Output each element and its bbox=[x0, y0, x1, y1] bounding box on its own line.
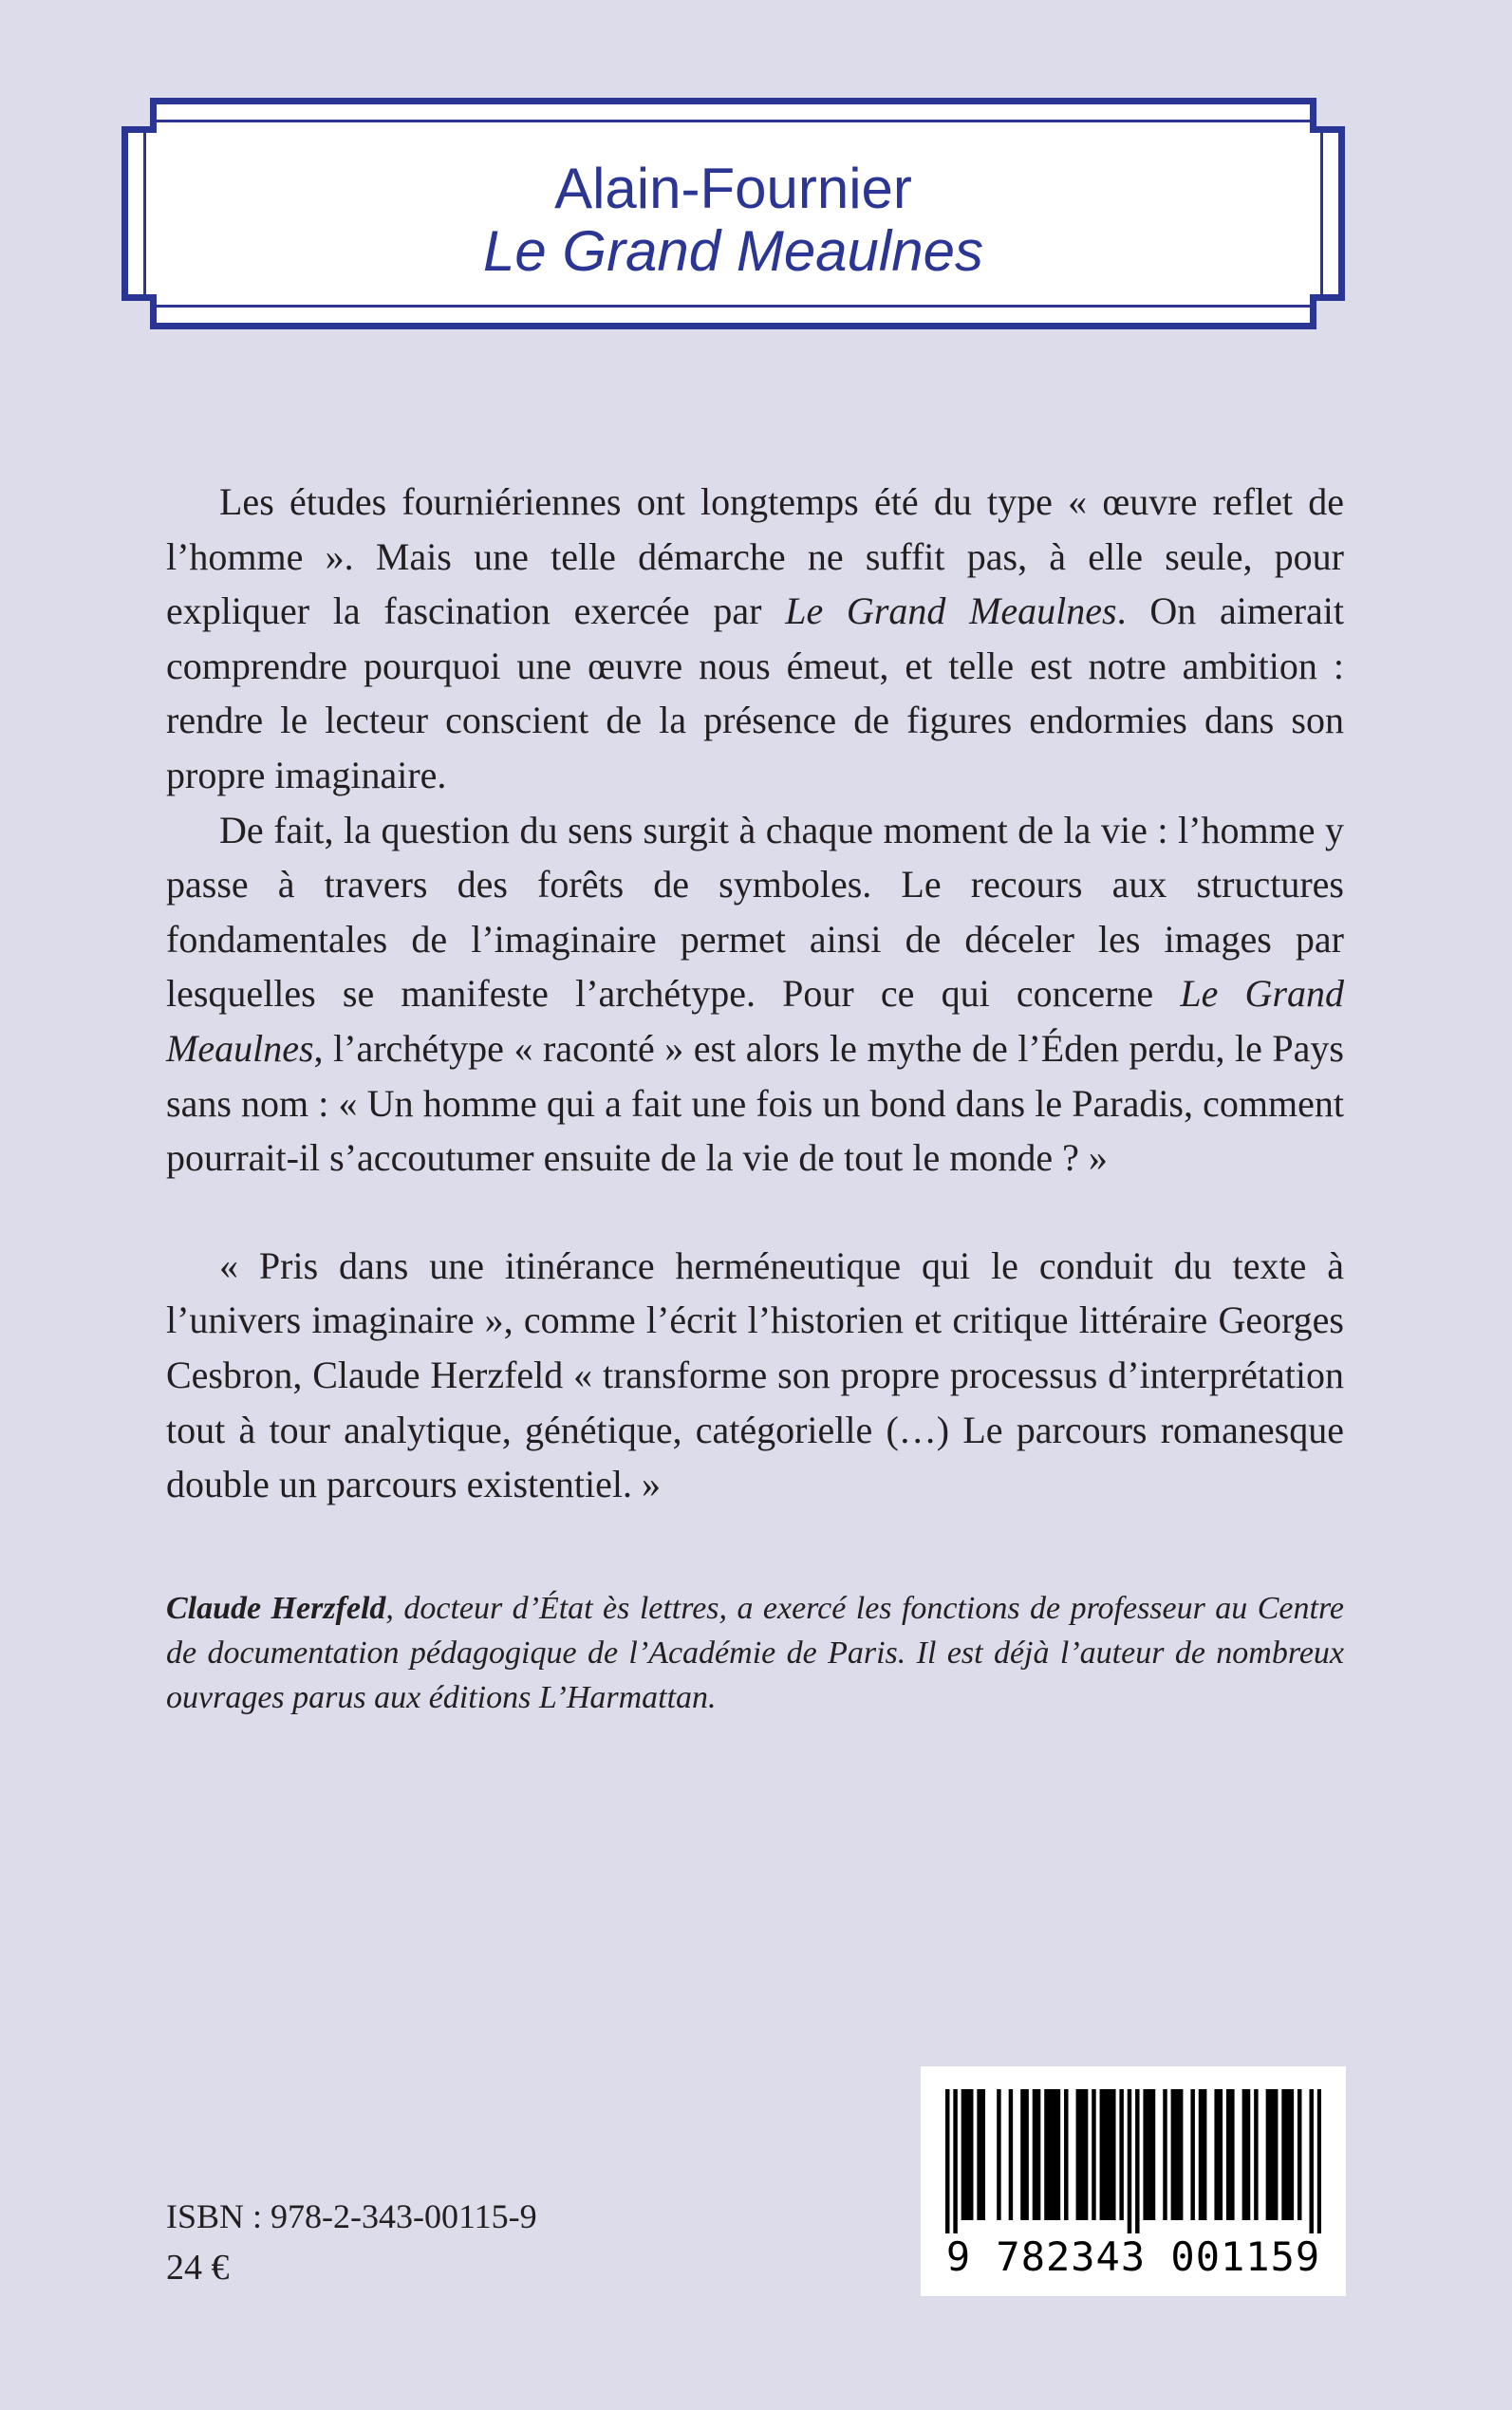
barcode-bar bbox=[1056, 2089, 1060, 2220]
price: 24 € bbox=[166, 2248, 230, 2288]
barcode-bar bbox=[1203, 2089, 1206, 2220]
title-reference: Le Grand Meaulnes bbox=[785, 589, 1117, 633]
blurb-paragraph-2: De fait, la question du sens surgit à chaque moment de la vie : l’homme y passe à travers des forêts de symboles. Le recours aux structures fondamentales de l’imaginaire permet ainsi de déceler les images par lesquelles se manifeste l’archétype. Pour ce qui concerne Le Grand Meaulnes, l’archétype « raconté » est alors le mythe de l’Éden perdu, le Pays sans nom : « Un homme qui a fait une fois un bond dans le Paradis, comment pourrait-il s’accoutumer ensuite de la vie de tout le monde ? » bbox=[166, 808, 1345, 1180]
barcode bbox=[921, 2066, 1346, 2296]
barcode-bar bbox=[1080, 2089, 1084, 2220]
isbn: ISBN : 978-2-343-00115-9 bbox=[166, 2197, 537, 2235]
blurb-paragraph-1: Les études fourniériennes ont longtemps été du type « œuvre reflet de l’homme ». Mais une telle démarche ne suffit pas, à elle seule, pour expliquer la fascination exercée par Le Grand Meaulnes. On aimerait comprendre pourquoi une œuvre nous émeut, et telle est notre ambition : rendre le lecteur conscient de la présence de figures endormies dans son propre imaginaire. bbox=[166, 480, 1344, 796]
book-title: Le Grand Meaulnes bbox=[483, 219, 983, 283]
barcode-digits: 9 782343 001159 bbox=[945, 2233, 1321, 2280]
barcode-guard-bar bbox=[945, 2089, 949, 2233]
barcode-bar bbox=[1104, 2089, 1108, 2220]
author-bio bbox=[166, 1586, 1344, 1720]
barcode-bar bbox=[997, 2089, 1000, 2220]
frame-corner bbox=[1310, 98, 1345, 133]
barcode-bar bbox=[1044, 2089, 1048, 2220]
barcode-bar bbox=[961, 2089, 965, 2220]
barcode-bar bbox=[1230, 2089, 1234, 2220]
barcode-bar bbox=[1024, 2089, 1028, 2220]
frame-corner bbox=[1310, 294, 1345, 329]
barcode-bar bbox=[1214, 2089, 1218, 2220]
barcode-bar bbox=[1111, 2089, 1115, 2220]
frame-corner bbox=[121, 98, 157, 133]
barcode-bar bbox=[1163, 2089, 1167, 2220]
barcode-bar bbox=[1064, 2089, 1068, 2220]
barcode-bar bbox=[1084, 2089, 1088, 2220]
title-frame bbox=[121, 98, 1345, 329]
barcode-bar bbox=[969, 2089, 973, 2220]
barcode-bar bbox=[1297, 2089, 1301, 2220]
barcode-bar bbox=[1179, 2089, 1183, 2220]
barcode-bar bbox=[1148, 2089, 1151, 2220]
barcode-bars bbox=[945, 2089, 1321, 2233]
barcode-bar bbox=[1048, 2089, 1052, 2220]
barcode-bar bbox=[965, 2089, 969, 2220]
barcode-bar bbox=[1108, 2089, 1111, 2220]
barcode-bar bbox=[1290, 2089, 1294, 2220]
barcode-bar bbox=[1092, 2089, 1095, 2220]
barcode-bar bbox=[1219, 2089, 1223, 2220]
barcode-bar bbox=[1242, 2089, 1246, 2220]
bio-author-name: Claude Herzfeld bbox=[166, 1591, 386, 1626]
barcode-bar bbox=[1151, 2089, 1155, 2220]
barcode-bar bbox=[1143, 2089, 1147, 2220]
barcode-bar bbox=[1100, 2089, 1104, 2220]
barcode-bar bbox=[1285, 2089, 1289, 2220]
barcode-bar bbox=[1274, 2089, 1278, 2220]
barcode-bar bbox=[1190, 2089, 1194, 2220]
barcode-bar bbox=[1254, 2089, 1258, 2220]
barcode-bar bbox=[1171, 2089, 1175, 2220]
barcode-bar bbox=[1266, 2089, 1270, 2220]
barcode-bar bbox=[1009, 2089, 1013, 2220]
blurb-paragraph-3: « Pris dans une itinérance herméneutique qui le conduit du texte à l’univers imaginaire », comme l’écrit l’historien et critique littéraire Georges Cesbron, Claude Herzfeld « transforme son propre processus d’interprétation tout à tour analytique, génétique, catégorielle (…) Le parcours romanesque double un parcours existentiel. » bbox=[166, 1243, 1344, 1506]
barcode-guard-bar bbox=[1309, 2089, 1313, 2233]
author-name: Alain-Fournier bbox=[554, 157, 912, 220]
title-block bbox=[128, 158, 1338, 283]
barcode-bar bbox=[1119, 2089, 1123, 2220]
barcode-bar bbox=[1020, 2089, 1024, 2220]
barcode-bar bbox=[1036, 2089, 1040, 2220]
frame-corner bbox=[121, 294, 157, 329]
barcode-guard-bar bbox=[953, 2089, 957, 2233]
barcode-bar bbox=[1226, 2089, 1230, 2220]
blurb bbox=[166, 475, 1344, 1512]
barcode-bar bbox=[1175, 2089, 1179, 2220]
barcode-bar bbox=[1076, 2089, 1080, 2220]
bio-text: , docteur d’État ès lettres, a exercé les fonctions de professeur au Centre de documentation pédagogique de l’Académie de Paris. Il est déjà l’auteur de nombreux ouvrages parus aux éditions L’Harmattan. bbox=[166, 1591, 1344, 1715]
barcode-bar bbox=[977, 2089, 980, 2220]
barcode-bar bbox=[1033, 2089, 1036, 2220]
barcode-bar bbox=[1053, 2089, 1056, 2220]
barcode-bar bbox=[1281, 2089, 1285, 2220]
barcode-bar bbox=[1246, 2089, 1250, 2220]
barcode-guard-bar bbox=[1317, 2089, 1321, 2233]
barcode-bar bbox=[981, 2089, 985, 2220]
barcode-bar bbox=[1270, 2089, 1274, 2220]
barcode-guard-bar bbox=[1128, 2089, 1131, 2233]
title-reference: Le Grand Meaulnes bbox=[166, 972, 1345, 1070]
barcode-guard-bar bbox=[1135, 2089, 1139, 2233]
barcode-bar bbox=[1199, 2089, 1203, 2220]
